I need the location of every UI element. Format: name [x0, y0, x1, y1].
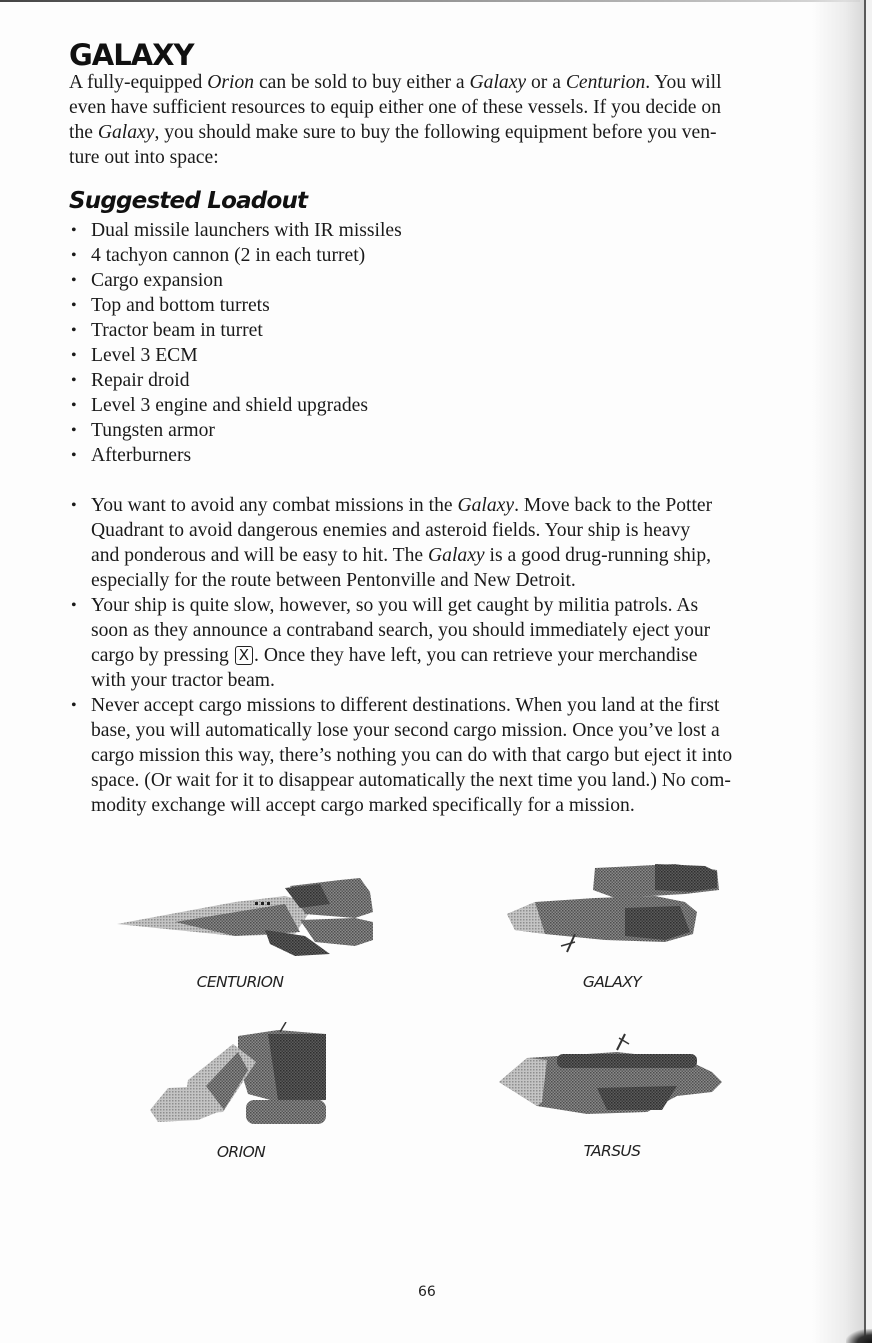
loadout-item: • Repair droid — [69, 368, 402, 393]
loadout-item: • Top and bottom turrets — [69, 293, 402, 318]
tarsus-caption: TARSUS — [583, 1142, 641, 1160]
page-top-edge — [0, 0, 860, 2]
italic-ship-name: Galaxy — [97, 122, 155, 143]
page-corner-shadow — [846, 1329, 872, 1343]
loadout-item: • Dual missile launchers with IR missiles — [69, 218, 402, 243]
page-edge-line — [864, 0, 866, 1343]
tip-contraband-search — [69, 593, 789, 693]
page-gutter-shadow — [812, 0, 872, 1343]
loadout-item: • Tungsten armor — [69, 418, 402, 443]
tips-list — [69, 493, 789, 818]
loadout-list — [69, 218, 402, 468]
text-line: base, you will automatically lose your second cargo mission. Once you’ve lost a — [91, 720, 720, 741]
italic-ship-name: Centurion — [565, 72, 646, 93]
galaxy-caption: GALAXY — [582, 973, 642, 991]
tip-avoid-combat — [69, 493, 789, 593]
loadout-item: • Cargo expansion — [69, 268, 402, 293]
text-line: with your tractor beam. — [91, 670, 275, 691]
text-line: ture out into space: — [69, 147, 219, 168]
italic-ship-name: Galaxy — [428, 545, 485, 566]
loadout-heading: Suggested Loadout — [69, 188, 308, 214]
page-title: GALAXY — [69, 38, 194, 72]
text-line: modity exchange will accept cargo marked specifically for a mission. — [91, 795, 635, 816]
text-line: the Galaxy, you should make sure to buy the following equipment before you ven- — [69, 122, 717, 143]
loadout-item: • Level 3 ECM — [69, 343, 402, 368]
text-line: A fully-equipped Orion can be sold to buy either a Galaxy or a Centurion. You will — [69, 72, 722, 93]
keyboard-key-icon: X — [235, 646, 253, 665]
galaxy-ship-image — [505, 862, 730, 957]
intro-paragraph — [69, 70, 789, 170]
loadout-item: • Afterburners — [69, 443, 402, 468]
tarsus-ship-image — [497, 1030, 727, 1120]
italic-ship-name: Orion — [207, 72, 255, 93]
loadout-item: • Tractor beam in turret — [69, 318, 402, 343]
text-line: soon as they announce a contraband search, you should immediately eject your — [91, 620, 711, 641]
tip-cargo-missions — [69, 693, 789, 818]
loadout-item: • Level 3 engine and shield upgrades — [69, 393, 402, 418]
italic-ship-name: Galaxy — [469, 72, 527, 93]
centurion-caption: CENTURION — [196, 973, 284, 991]
text-line: Quadrant to avoid dangerous enemies and asteroid fields. Your ship is heavy — [91, 520, 691, 541]
text-line: • You want to avoid any combat missions in the Galaxy. Move back to the Potter — [91, 495, 713, 516]
page-number: 66 — [418, 1284, 436, 1300]
text-line: • Never accept cargo missions to different destinations. When you land at the first — [91, 695, 720, 716]
orion-caption: ORION — [216, 1143, 266, 1161]
centurion-ship-image — [115, 874, 380, 959]
text-line: especially for the route between Pentonville and New Detroit. — [91, 570, 576, 591]
loadout-item: • 4 tachyon cannon (2 in each turret) — [69, 243, 402, 268]
text-line: even have sufficient resources to equip either one of these vessels. If you decide on — [69, 97, 721, 118]
italic-ship-name: Galaxy — [457, 495, 515, 516]
orion-ship-image — [148, 1022, 333, 1127]
text-line: cargo mission this way, there’s nothing you can do with that cargo but eject it into — [91, 745, 733, 766]
text-line: space. (Or wait for it to disappear automatically the next time you land.) No com- — [91, 770, 731, 791]
page-outer-edge — [866, 0, 872, 1343]
text-line: cargo by pressing X . Once they have left, you can retrieve your merchandise — [91, 645, 698, 666]
text-line: • Your ship is quite slow, however, so you will get caught by militia patrols. As — [91, 595, 699, 616]
text-line: and ponderous and will be easy to hit. The Galaxy is a good drug-running ship, — [91, 545, 712, 566]
